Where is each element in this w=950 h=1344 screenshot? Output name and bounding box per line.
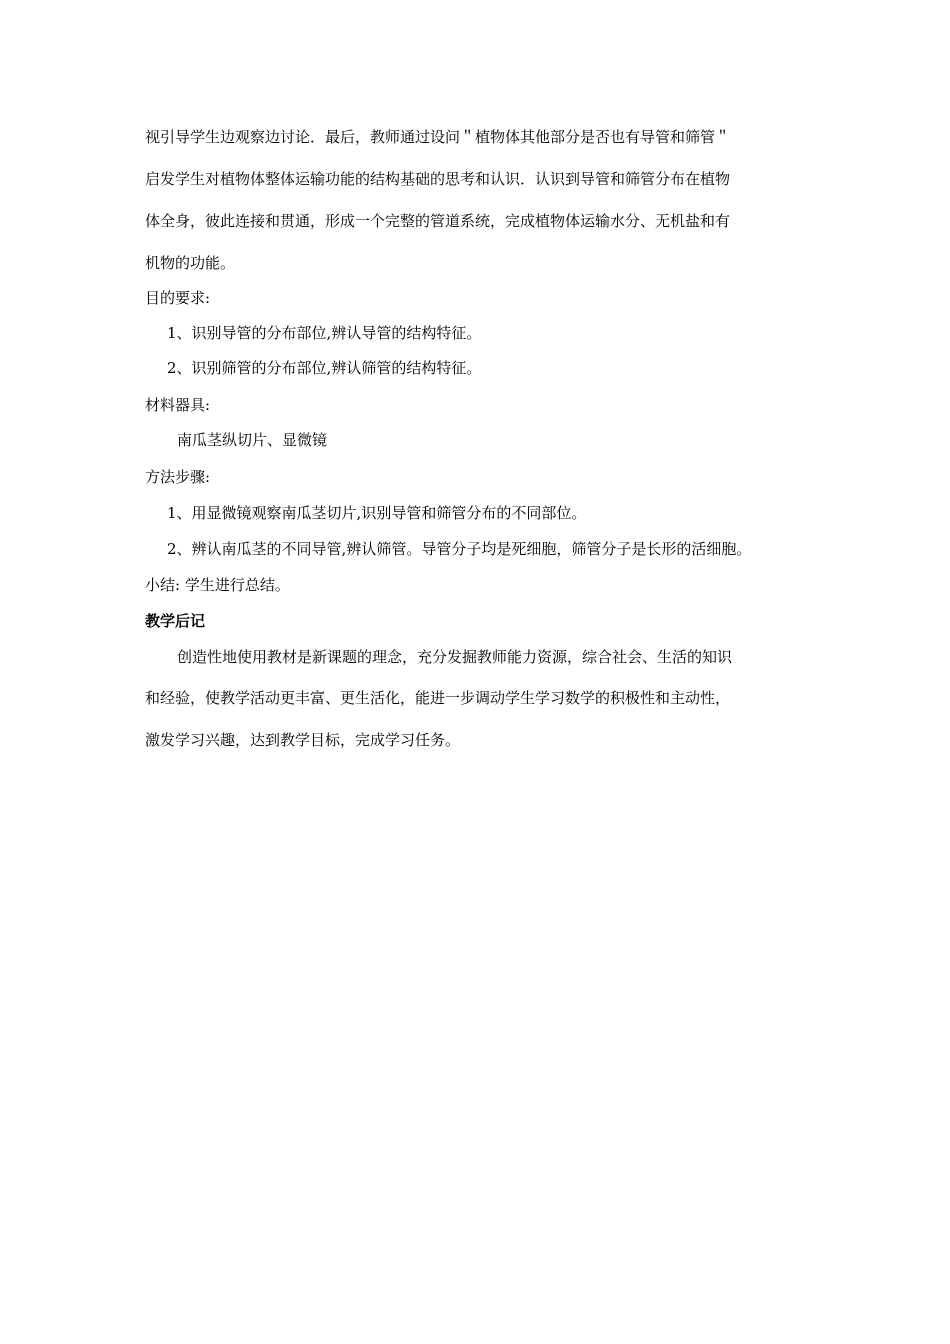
objective-item-2: 2、识别筛管的分布部位,辨认筛管的结构特征。 [167,359,482,377]
objectives-heading: 目的要求: [145,289,211,307]
intro-line-2: 启发学生对植物体整体运输功能的结构基础的思考和认识．认识到导管和筛管分布在植物 [145,170,731,188]
method-item-2: 2、辨认南瓜茎的不同导管,辨认筛管。导管分子均是死细胞，筛管分子是长形的活细胞。 [167,540,752,558]
postscript-line-2: 和经验，使教学活动更丰富、更生活化，能进一步调动学生学习数学的积极性和主动性， [145,689,731,707]
methods-heading: 方法步骤: [145,468,211,486]
materials-heading: 材料器具: [145,396,211,414]
intro-line-4: 机物的功能。 [145,254,236,272]
postscript-line-3: 激发学习兴趣，达到教学目标，完成学习任务。 [145,731,461,749]
postscript-line-1: 创造性地使用教材是新课题的理念，充分发掘教师能力资源，综合社会、生活的知识 [177,648,733,666]
method-item-1: 1、用显微镜观察南瓜茎切片,识别导管和筛管分布的不同部位。 [167,504,587,522]
intro-line-3: 体全身，彼此连接和贯通，形成一个完整的管道系统，完成植物体运输水分、无机盐和有 [145,212,731,230]
postscript-heading: 教学后记 [145,612,206,630]
summary-text: 小结: 学生进行总结。 [145,576,290,594]
materials-text: 南瓜茎纵切片、显微镜 [177,431,328,449]
objective-item-1: 1、识别导管的分布部位,辨认导管的结构特征。 [167,324,482,342]
intro-line-1: 视引导学生边观察边讨论．最后，教师通过设问＂植物体其他部分是否也有导管和筛管＂ [145,128,731,146]
